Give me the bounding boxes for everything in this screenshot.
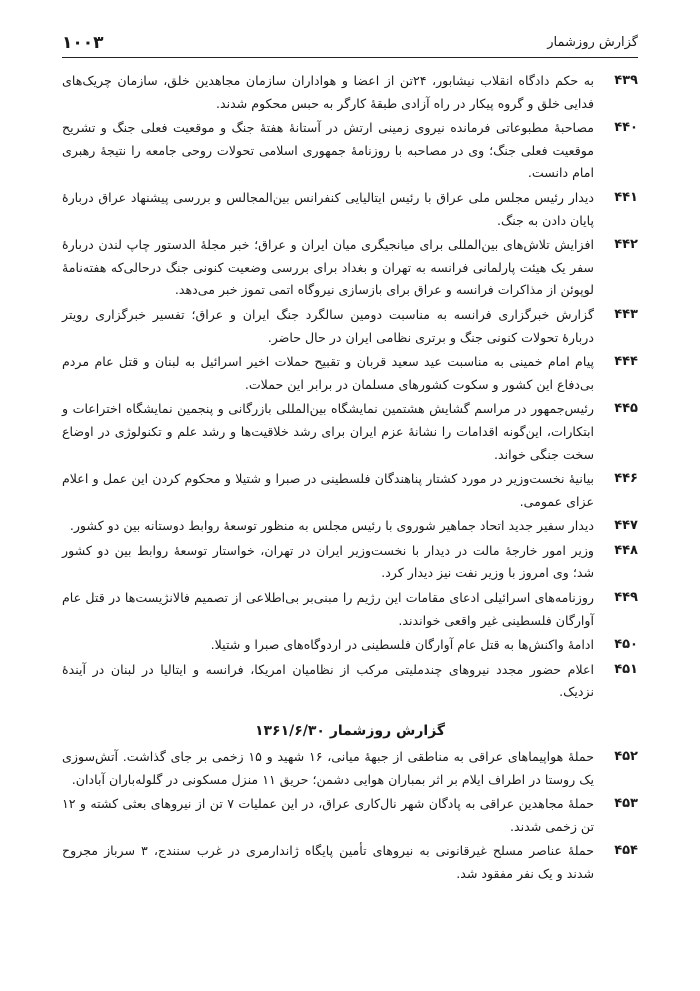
chronology-entry (62, 793, 638, 838)
entry-number: ۴۵۱ (614, 661, 638, 677)
entry-text: روزنامه‌های اسرائیلی ادعای مقامات این رژیم را مبنی‌بر بی‌اطلاعی از تصمیم فالانژیست‌ها در قتل عام آوارگان فلسطینی غیر واقعی خواندند. (62, 590, 594, 628)
chronology-entry (62, 587, 638, 632)
chronology-entry (62, 398, 638, 466)
entry-list-a (62, 70, 638, 704)
entry-number: ۴۴۵ (614, 401, 638, 417)
entry-text: به حکم دادگاه انقلاب نیشابور، ۲۴تن از اعضا و هواداران سازمان مجاهدین خلق، سازمان چریک‌های فدایی خلق و گروه پیکار در راه آزادی طبقهٔ کارگر به حبس محکوم شدند. (62, 73, 594, 111)
entry-text: دیدار سفیر جدید اتحاد جماهیر شوروی با رئیس مجلس به منظور توسعهٔ روابط دوستانه بین دو کشور. (69, 518, 594, 534)
entry-number: ۴۴۶ (614, 471, 638, 487)
chronology-entry (62, 468, 638, 513)
entry-number: ۴۵۳ (614, 796, 638, 812)
chronology-entry (62, 70, 638, 115)
entry-number: ۴۴۸ (614, 542, 638, 558)
entry-number: ۴۴۴ (614, 354, 638, 370)
chronology-entry (62, 634, 638, 657)
running-title: گزارش روزشمار (547, 35, 638, 50)
entry-text: حملهٔ عناصر مسلح غیرقانونی به نیروهای تأمین پایگاه ژاندارمری در غرب سنندج، ۳ سرباز مجروح شدند و یک نفر مفقود شد. (62, 843, 594, 881)
page-number: ۱۰۰۳ (62, 33, 104, 53)
entry-number: ۴۵۰ (614, 637, 638, 653)
chronology-entry (62, 659, 638, 704)
entry-text: حملهٔ هواپیماهای عراقی به مناطقی از جبههٔ میانی، ۱۶ شهید و ۱۵ زخمی بر جای گذاشت. آتش‌سوزی یک روستا در اطراف ایلام بر اثر بمباران هوایی دشمن؛ حریق ۱۱ منزل مسکونی در گلوله‌باران آبادان. (62, 749, 594, 787)
chronology-entry (62, 351, 638, 396)
entry-list-b (62, 746, 638, 886)
entry-text: دیدار رئیس مجلس ملی عراق با رئیس ایتالیایی کنفرانس بین‌المجالس و بررسی پیشنهاد عراق دربارهٔ پایان دادن به جنگ. (62, 189, 594, 228)
entry-number: ۴۴۰ (614, 120, 638, 136)
entry-text: مصاحبهٔ مطبوعاتی فرمانده نیروی زمینی ارتش در آستانهٔ هفتهٔ جنگ و موقعیت فعلی جنگ و تشریح موقعیت فعلی جنگ؛ وی در مصاحبه با روزنامهٔ جمهوری اسلامی تحولات روحی جامعه را نتیجهٔ رهبری امام دانست. (62, 120, 594, 181)
entry-number: ۴۵۴ (614, 843, 638, 859)
entry-text: اعلام حضور مجدد نیروهای چندملیتی مرکب از نظامیان امریکا، فرانسه و ایتالیا در لبنان در آیندهٔ نزدیک. (62, 661, 594, 700)
chronology-entry (62, 117, 638, 185)
chronology-entry (62, 540, 638, 585)
chronology-entry (62, 515, 638, 538)
entry-number: ۴۴۳ (614, 306, 638, 322)
entry-text: افزایش تلاش‌های بین‌المللی برای میانجیگری میان ایران و عراق؛ خبر مجلهٔ الدستور چاپ لندن دربارهٔ سفر یک هیئت پارلمانی فرانسه به تهران و بغداد برای بررسی وضعیت کنونی جنگ درحالی‌که هفته‌نامهٔ لوپوئن از مذاکرات فرانسه و عراق برای بازسازی نیروگاه اتمی تموز خبر می‌دهد. (62, 237, 594, 298)
entry-number: ۴۵۲ (614, 749, 638, 765)
section-heading: گزارش روزشمار ۱۳۶۱/۶/۳۰ (254, 723, 446, 740)
chronology-entry (62, 840, 638, 885)
chronology-entry (62, 304, 638, 349)
entry-number: ۴۴۹ (614, 590, 638, 606)
entry-text: پیام امام خمینی به مناسبت عید سعید قربان و تقبیح حملات اخیر اسرائیل به لبنان و قتل عام مردم بی‌دفاع این کشور و سکوت کشورهای مسلمان در برابر این حملات. (62, 354, 594, 392)
running-head (62, 33, 638, 58)
chronology-entry (62, 746, 638, 791)
page-content (62, 70, 638, 888)
entry-number: ۴۴۷ (614, 518, 638, 534)
chronology-entry (62, 234, 638, 302)
entry-text: ادامهٔ واکنش‌ها به قتل عام آوارگان فلسطینی در اردوگاه‌های صبرا و شتیلا. (210, 637, 594, 653)
entry-text: رئیس‌جمهور در مراسم گشایش هشتمین نمایشگاه بین‌المللی بازرگانی و پنجمین نمایشگاه اختراعات و ابتکارات، این‌گونه اقدامات را نشانهٔ عزم ایران برای رشد خلاقیت‌ها و رشد علم و تکنولوژی در اوضاع سخت جنگی خواند. (62, 401, 594, 462)
entry-number: ۴۳۹ (614, 73, 638, 88)
entry-number: ۴۴۱ (614, 189, 638, 205)
entry-text: حملهٔ مجاهدین عراقی به پادگان شهر نال‌کاری عراق، در این عملیات ۷ تن از نیروهای بعثی کشته و ۱۲ تن زخمی شدند. (62, 796, 595, 834)
entry-text: وزیر امور خارجهٔ مالت در دیدار با نخست‌وزیر ایران در تهران، خواستار توسعهٔ روابط بین دو کشور شد؛ وی امروز با وزیر نفت نیز دیدار کرد. (62, 542, 594, 581)
chronology-entry (62, 187, 638, 232)
entry-number: ۴۴۲ (614, 237, 638, 253)
entry-text: بیانیهٔ نخست‌وزیر در مورد کشتار پناهندگان فلسطینی در صبرا و شتیلا و محکوم کردن این عمل و اعلام عزای عمومی. (62, 471, 594, 509)
entry-text: گزارش خبرگزاری فرانسه به مناسبت دومین سالگرد جنگ ایران و عراق؛ تفسیر خبرگزاری رویتر دربارهٔ تحولات کنونی جنگ و برتری نظامی ایران در حال حاضر. (62, 306, 594, 345)
